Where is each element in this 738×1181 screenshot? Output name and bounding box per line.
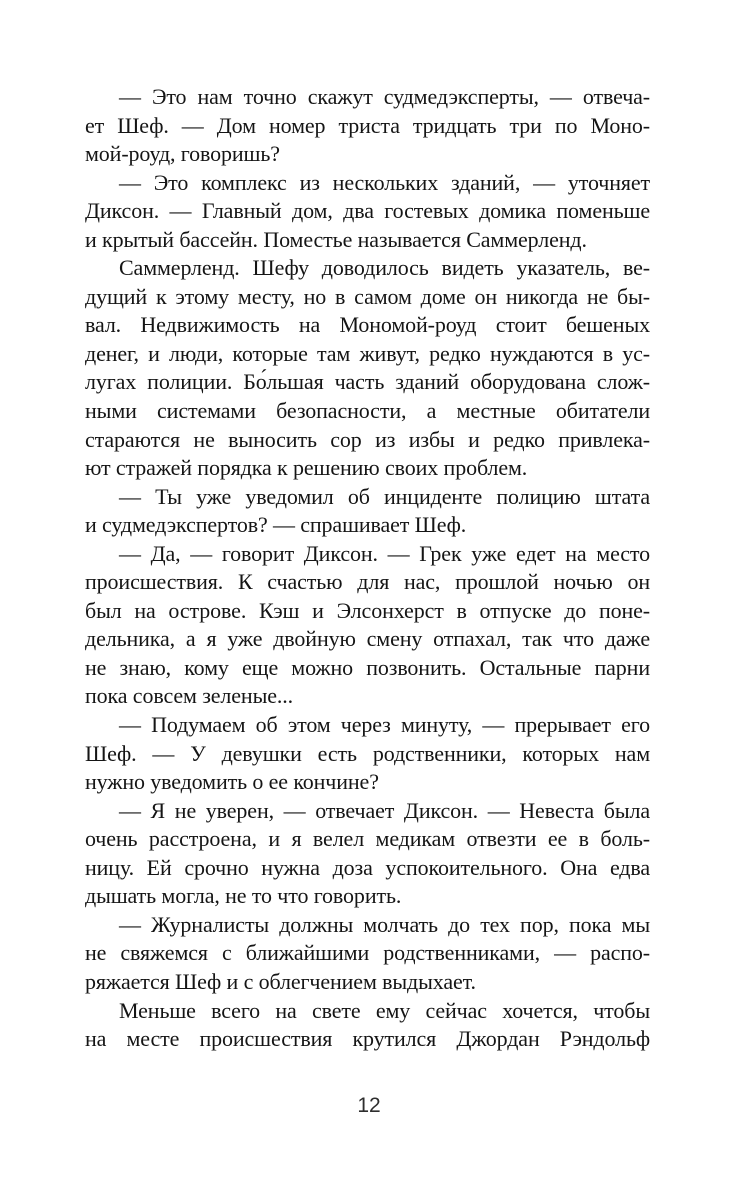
text-line: — Да, — говорит Диксон. — Грек уже едет на место xyxy=(119,540,650,566)
text-line: не свяжемся с ближайшими родственниками, — распо- xyxy=(85,940,650,966)
text-line: пока совсем зеленые... xyxy=(85,683,294,709)
text-block xyxy=(85,83,650,1054)
text-line: на месте происшествия крутился Джордан Рэндольф xyxy=(85,1026,650,1052)
text-line: Саммерленд. Шефу доводилось видеть указатель, ве- xyxy=(119,255,650,281)
text-line: — Подумаем об этом через минуту, — прерывает его xyxy=(119,712,650,738)
text-line: — Это комплекс из нескольких зданий, — уточняет xyxy=(119,169,650,195)
text-line: очень расстроена, и я велел медикам отвезти ее в боль- xyxy=(85,826,650,852)
text-line: лугах полиции. Бо́льшая часть зданий оборудована слож- xyxy=(85,369,650,395)
page-number: 12 xyxy=(357,1094,381,1117)
text-line: стараются не выносить сор из избы и редко привлека- xyxy=(85,426,650,452)
text-line: дущий к этому месту, но в самом доме он никогда не бы- xyxy=(85,283,650,309)
text-line: вал. Недвижимость на Мономой-роуд стоит бешеных xyxy=(85,312,650,338)
text-line: денег, и люди, которые там живут, редко нуждаются в ус- xyxy=(85,340,650,366)
text-line: — Это нам точно скажут судмедэксперты, — отвеча- xyxy=(119,84,650,109)
text-line: и крытый бассейн. Поместье называется Саммерленд. xyxy=(85,226,587,252)
text-line: ными системами безопасности, а местные обитатели xyxy=(85,398,650,424)
text-line: ницу. Ей срочно нужна доза успокоительного. Она едва xyxy=(85,854,650,880)
text-line: Меньше всего на свете ему сейчас хочется, чтобы xyxy=(119,997,650,1023)
text-line: — Я не уверен, — отвечает Диксон. — Невеста была xyxy=(119,797,650,823)
text-line: ют стражей порядка к решению своих проблем. xyxy=(85,455,528,481)
text-line: Шеф. — У девушки есть родственники, которых нам xyxy=(85,740,650,766)
text-line: ет Шеф. — Дом номер триста тридцать три по Моно- xyxy=(85,112,650,138)
text-line: дышать могла, не то что говорить. xyxy=(85,883,402,909)
text-line: не знаю, кому еще можно позвонить. Остальные парни xyxy=(85,654,650,680)
text-line: происшествия. К счастью для нас, прошлой ночью он xyxy=(85,569,650,595)
text-line: ряжается Шеф и с облегчением выдыхает. xyxy=(85,968,476,994)
text-line: нужно уведомить о ее кончине? xyxy=(85,769,379,795)
text-line: мой-роуд, говоришь? xyxy=(85,141,280,167)
text-line: был на острове. Кэш и Элсонхерст в отпуске до поне- xyxy=(85,597,650,623)
text-line: и судмедэкспертов? — спрашивает Шеф. xyxy=(85,512,467,538)
text-line: — Журналисты должны молчать до тех пор, пока мы xyxy=(119,911,650,937)
text-line: — Ты уже уведомил об инциденте полицию штата xyxy=(119,483,650,509)
text-line: дельника, а я уже двойную смену отпахал, так что даже xyxy=(85,626,650,652)
text-line: Диксон. — Главный дом, два гостевых домика поменьше xyxy=(85,198,650,224)
